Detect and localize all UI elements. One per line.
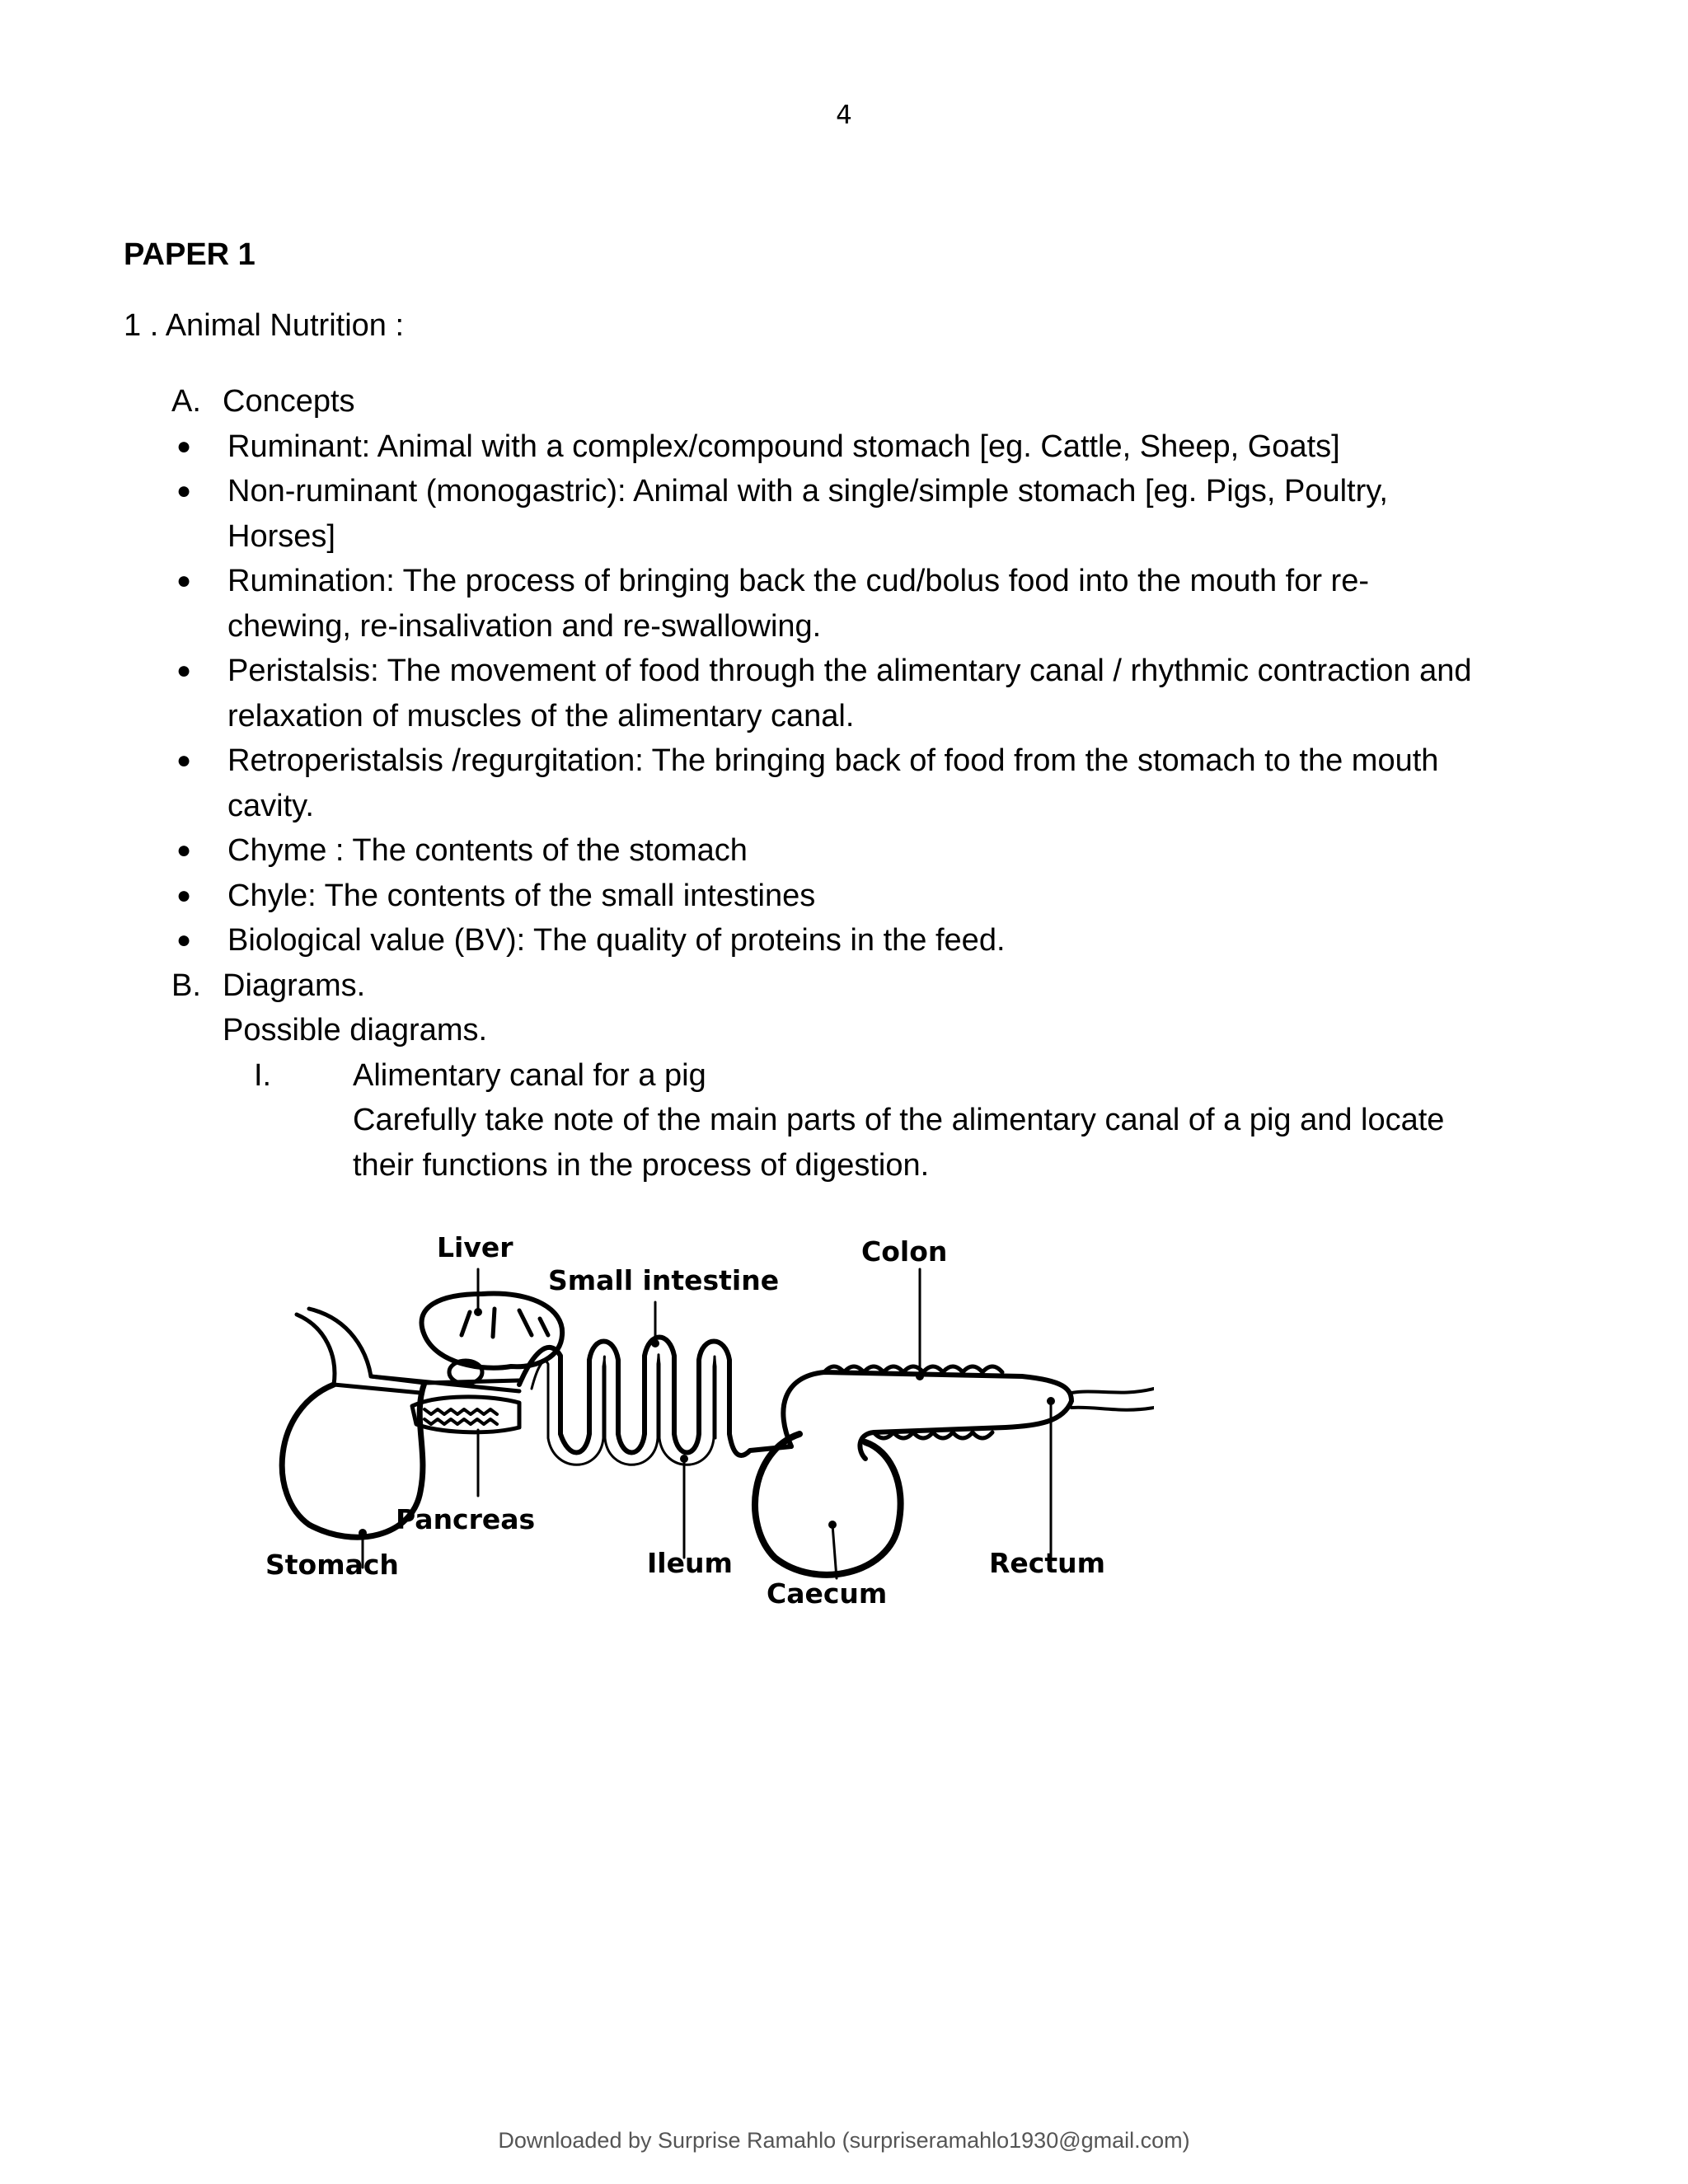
bullet-icon: ● [176,657,192,684]
rectum-shape [1071,1389,1154,1410]
page-number: 4 [836,101,852,130]
caecum-shape [755,1434,901,1575]
paper-heading: PAPER 1 [124,237,256,272]
diagram-item-description: Carefully take note of the main parts of the alimentary canal of a pig and locate their functions in the process of digestion. [353,1103,1445,1183]
diagrams-heading [171,963,1490,1009]
bullet-text: Peristalsis: The movement of food through the alimentary canal / rhythmic contraction and relaxation of muscles of the alimentary canal. [227,654,1472,733]
diagram-item-body [353,1053,1490,1188]
bullet-item [171,559,1490,649]
diagrams-intro: Possible diagrams. [223,1013,488,1047]
bullet-text: Chyme : The contents of the stomach [227,833,748,868]
concepts-marker: A. [171,384,201,419]
label-colon: Colon [861,1235,948,1268]
bullet-item [171,918,1490,963]
bullet-icon: ● [176,747,192,774]
content-list [171,379,1490,1188]
label-stomach: Stomach [265,1549,399,1581]
bullet-icon: ● [176,837,192,864]
concepts-title: Concepts [223,384,355,419]
bullet-text: Non-ruminant (monogastric): Animal with a single/simple stomach [eg. Pigs, Poultry, Horses] [227,474,1388,554]
bullet-item [171,424,1490,470]
label-pancreas: Pancreas [396,1503,536,1535]
label-ileum: Ileum [647,1547,733,1579]
diagram-item-title: Alimentary canal for a pig [353,1057,706,1093]
bullet-icon: ● [176,567,192,594]
diagram-item-marker: I. [254,1057,272,1093]
bullet-text: Biological value (BV): The quality of proteins in the feed. [227,923,1006,958]
concepts-heading [171,379,1490,424]
download-footer: Downloaded by Surprise Ramahlo (surpriseramahlo1930@gmail.com) [498,2128,1190,2153]
diagram-item [171,1053,1490,1188]
bullet-item [171,828,1490,874]
diagrams-title: Diagrams. [223,968,366,1003]
label-rectum: Rectum [989,1547,1106,1579]
colon-shape [783,1372,1071,1459]
bullet-item [171,738,1490,828]
pig-alimentary-canal-diagram [247,1212,1154,1640]
bullet-item [171,469,1490,559]
bullet-icon: ● [176,477,192,504]
small-intestine-shape [519,1338,791,1455]
section-title: 1 . Animal Nutrition : [124,308,405,343]
pancreas-shape [412,1397,519,1432]
label-liver: Liver [437,1231,513,1263]
bullet-item [171,649,1490,738]
bullet-icon: ● [176,926,192,954]
bullet-text: Rumination: The process of bringing back the cud/bolus food into the mouth for re-chewing, re-insalivation and re-swallowing. [227,564,1369,644]
diagrams-marker: B. [171,968,201,1003]
label-small-intestine: Small intestine [548,1264,780,1296]
bullet-item [171,874,1490,919]
bullet-icon: ● [176,432,192,460]
bullet-text: Ruminant: Animal with a complex/compound stomach [eg. Cattle, Sheep, Goats] [227,429,1340,464]
bullet-text: Chyle: The contents of the small intestines [227,878,816,913]
bullet-icon: ● [176,881,192,909]
label-caecum: Caecum [767,1577,888,1610]
bullet-text: Retroperistalsis /regurgitation: The bringing back of food from the stomach to the mouth cavity. [227,743,1439,823]
